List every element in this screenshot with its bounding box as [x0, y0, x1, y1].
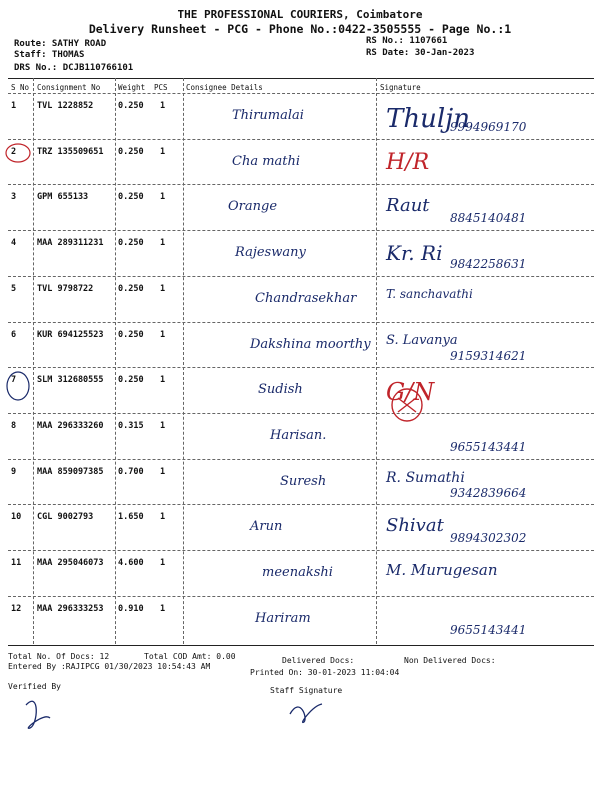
row-consignment-no: CGL 9002793: [37, 512, 94, 523]
row-weight: 0.250: [118, 329, 144, 340]
row-weight: 0.315: [118, 420, 144, 431]
row-consignment-no: MAA 289311231: [37, 238, 104, 249]
col-consignment: Consignment No: [37, 83, 101, 92]
row-signature-handwritten: T. sanchavathi: [386, 286, 473, 301]
row-consignee-handwritten: Harisan.: [270, 427, 327, 443]
row-signature-handwritten: G/N: [386, 378, 435, 407]
row-weight: 4.600: [118, 558, 144, 568]
row-pcs: 1: [160, 101, 166, 111]
row-signature-handwritten: Thuljn: [386, 104, 470, 134]
row-consignment-no: MAA 296333260: [37, 420, 104, 431]
row-weight: 0.250: [118, 146, 144, 157]
row-sno: 11: [11, 558, 22, 568]
row-sno: 4: [11, 238, 17, 249]
row-signature-handwritten: Kr. Ri: [386, 241, 443, 266]
rs-date: RS Date: 30-Jan-2023: [366, 48, 475, 58]
row-weight: 0.250: [118, 375, 144, 386]
row-consignment-no: KUR 694125523: [37, 329, 104, 340]
row-weight: 0.250: [118, 238, 144, 249]
row-sno: 10: [11, 512, 22, 523]
row-pcs: 1: [160, 466, 166, 477]
verified-by-label: Verified By: [8, 682, 61, 691]
row-phone-handwritten: 9994969170: [450, 120, 527, 134]
red-stamp-cross: [398, 398, 416, 412]
runsheet-subtitle: Delivery Runsheet - PCG - Phone No.:0422-3505555 - Page No.:1: [88, 22, 512, 36]
row-phone-handwritten: 9655143441: [450, 622, 527, 637]
row-consignment-no: SLM 312680555: [37, 375, 104, 386]
row-sno: 9: [11, 466, 17, 477]
row-phone-handwritten: 9159314621: [450, 348, 527, 363]
row-pcs: 1: [160, 558, 166, 568]
row-consignment-no: TRZ 135509651: [37, 146, 104, 157]
row-pcs: 1: [160, 375, 166, 386]
row-signature-handwritten: R. Sumathi: [386, 469, 465, 486]
col-weight: Weight: [118, 83, 146, 92]
row-consignment-no: MAA 295046073: [37, 558, 104, 568]
row-pcs: 1: [160, 603, 166, 614]
row-sno: 1: [11, 101, 17, 111]
row-phone-handwritten: 9894302302: [450, 531, 527, 546]
verified-signature-scribble: [26, 701, 50, 728]
row-consignee-handwritten: Suresh: [280, 473, 327, 489]
row-signature-handwritten: H/R: [386, 149, 430, 175]
row-sno: 3: [11, 192, 17, 203]
row-sno: 7: [11, 375, 17, 386]
staff-signature-scribble: [290, 704, 322, 723]
route-label: Route: SATHY ROAD: [14, 39, 107, 49]
col-signature: Signature: [380, 83, 421, 92]
entered-by: Entered By :RAJIPCG 01/30/2023 10:54:43 AM: [8, 662, 211, 671]
row-sno: 8: [11, 420, 17, 431]
non-delivered-docs: Non Delivered Docs:: [404, 656, 496, 665]
row-pcs: 1: [160, 420, 166, 431]
delivered-docs: Delivered Docs:: [282, 656, 355, 665]
row-consignee-handwritten: Sudish: [258, 382, 303, 398]
row-consignment-no: GPM 655133: [37, 192, 89, 203]
row-weight: 0.910: [118, 603, 144, 614]
col-consignee: Consignee Details: [186, 83, 263, 92]
row-signature-handwritten: Raut: [386, 195, 430, 217]
row-consignee-handwritten: meenakshi: [262, 565, 333, 580]
row-pcs: 1: [160, 329, 166, 340]
row-consignment-no: MAA 859097385: [37, 466, 104, 477]
row-pcs: 1: [160, 283, 166, 294]
row-sno: 2: [11, 146, 17, 157]
red-circle-mark: [6, 144, 30, 162]
row-weight: 0.700: [118, 466, 144, 477]
row-pcs: 1: [160, 192, 166, 203]
row-consignee-handwritten: Orange: [228, 199, 278, 215]
row-consignment-no: MAA 296333253: [37, 603, 104, 614]
row-consignee-handwritten: Chandrasekhar: [255, 290, 357, 306]
row-signature-handwritten: Shivat: [386, 515, 444, 537]
drs-number: DRS No.: DCJB110766101: [14, 63, 134, 73]
staff-signature-label: Staff Signature: [270, 686, 343, 695]
row-pcs: 1: [160, 146, 166, 157]
row-weight: 0.250: [118, 283, 144, 294]
row-weight: 0.250: [118, 192, 144, 203]
row-sno: 6: [11, 329, 17, 340]
staff-label: Staff: THOMAS: [14, 50, 85, 60]
row-signature-handwritten: M. Murugesan: [386, 561, 498, 579]
row-consignee-handwritten: Dakshina moorthy: [250, 336, 371, 352]
row-consignee-handwritten: Rajeswany: [235, 245, 306, 261]
printed-on: Printed On: 30-01-2023 11:04:04: [250, 668, 400, 677]
row-consignee-handwritten: Cha mathi: [232, 153, 301, 169]
row-consignment-no: TVL 9798722: [37, 283, 94, 294]
row-pcs: 1: [160, 238, 166, 249]
total-cod: Total COD Amt: 0.00: [144, 652, 236, 661]
row-consignment-no: TVL 1228852: [37, 101, 94, 111]
row-phone-handwritten: 8845140481: [450, 211, 527, 226]
total-docs: Total No. Of Docs: 12: [8, 652, 110, 661]
row-weight: 0.250: [118, 101, 144, 111]
row-consignee-handwritten: Thirumalai: [232, 108, 304, 123]
row-phone-handwritten: 9342839664: [450, 485, 527, 500]
row-sno: 12: [11, 603, 22, 614]
col-pcs: PCS: [154, 83, 168, 92]
blue-circle-mark: [7, 372, 29, 400]
row-sno: 5: [11, 283, 17, 294]
company-title: THE PROFESSIONAL COURIERS, Coimbatore: [177, 8, 423, 21]
rs-number: RS No.: 1107661: [366, 36, 448, 46]
row-phone-handwritten: 9842258631: [450, 257, 527, 272]
row-weight: 1.650: [118, 512, 144, 523]
row-consignee-handwritten: Hariram: [255, 610, 311, 626]
row-pcs: 1: [160, 512, 166, 523]
row-phone-handwritten: 9655143441: [450, 439, 527, 454]
row-signature-handwritten: S. Lavanya: [386, 332, 458, 348]
row-consignee-handwritten: Arun: [250, 519, 283, 535]
col-sno: S No: [11, 83, 30, 92]
